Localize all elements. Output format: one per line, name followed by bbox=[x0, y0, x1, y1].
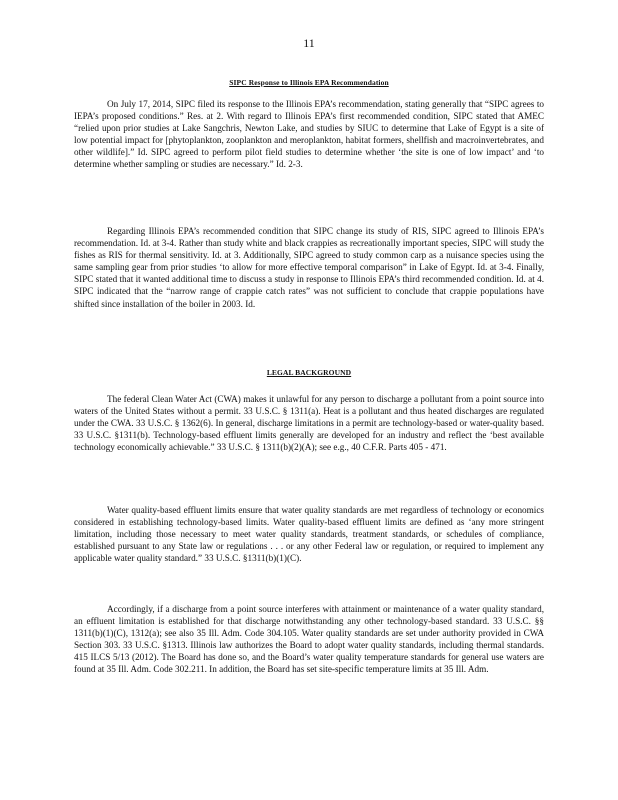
paragraph-4-text: Water quality-based effluent limits ensure that water quality standards are met regardless of technology or economics considered in establishing technology-based limits. Water quality-based effluent limits are defined as ‘any more stringent limitation, including those necessary to meet water quality standards, treatment standards, or schedules of compliance, established pursuant to any State law or regulations . . . or any other Federal law or regulation, or required to implement any applicable water quality standard.” 33 U.S.C. §1311(b)(1)(C). bbox=[74, 505, 544, 564]
section-heading-1-text: SIPC Response to Illinois EPA Recommendation bbox=[229, 78, 389, 87]
section-heading-2-text: LEGAL BACKGROUND bbox=[266, 368, 352, 377]
section-heading-sipc-response bbox=[0, 78, 618, 87]
paragraph-2 bbox=[74, 225, 544, 310]
paragraph-2-text: Regarding Illinois EPA’s recommended condition that SIPC change its study of RIS, SIPC agreed to Illinois EPA’s recommendation. Id. at 3-4. Rather than study white and black crappies as recreationally important species, SIPC will study the fishes as RIS for thermal sensitivity. Id. at 3. Additionally, SIPC agreed to study common carp as a nuisance species using the same sampling gear from prior studies ‘to allow for more effective temporal comparison” in Lake of Egypt. Id. at 3-4. Finally, SIPC stated that it wanted additional time to discuss a study in response to Illinois EPA’s third recommended condition. Id. at 4. SIPC indicated that the “narrow range of crappie catch rates” was not sufficient to conclude that crappie populations have shifted since installation of the boiler in 2003. Id. bbox=[74, 226, 544, 309]
section-heading-legal-background bbox=[0, 368, 618, 377]
paragraph-3 bbox=[74, 393, 544, 453]
paragraph-4 bbox=[74, 504, 544, 564]
page-number: 11 bbox=[303, 36, 315, 50]
paragraph-5-text: Accordingly, if a discharge from a point source interferes with attainment or maintenance of a water quality standard, an effluent limitation is established for that discharge notwithstanding any other technology-based standard. 33 U.S.C. §§ 1311(b)(1)(C), 1312(a); see also 35 Ill. Adm. Code 304.105. Water quality standards are set under authority provided in CWA Section 303. 33 U.S.C. §1313. Illinois law authorizes the Board to adopt water quality standards, including thermal standards. 415 ILCS 5/13 (2012). The Board has done so, and the Board’s water quality temperature standards for general use waters are found at 35 Ill. Adm. Code 302.211. In addition, the Board has set site-specific temperature limits at 35 Ill. Adm. bbox=[74, 604, 544, 675]
paragraph-1-text: On July 17, 2014, SIPC filed its response to the Illinois EPA’s recommendation, stating generally that “SIPC agrees to IEPA’s proposed conditions.” Res. at 2. With regard to Illinois EPA’s first recommended condition, SIPC stated that AMEC “relied upon prior studies at Lake Sangchris, Newton Lake, and studies by SIUC to determine that Lake of Egypt is a site of low potential impact for [phytoplankton, zooplankton and meroplankton, habitat formers, shellfish and macroinvertebrates, and other wildlife].” Id. SIPC agreed to perform pilot field studies to determine whether ‘the site is one of low impact’ and ‘to determine whether sampling or studies are necessary.” Id. 2-3. bbox=[74, 99, 544, 170]
paragraph-5 bbox=[74, 603, 544, 676]
paragraph-1 bbox=[74, 98, 544, 171]
paragraph-3-text: The federal Clean Water Act (CWA) makes it unlawful for any person to discharge a pollutant from a point source into waters of the United States without a permit. 33 U.S.C. § 1311(a). Heat is a pollutant and thus heated discharges are regulated under the CWA. 33 U.S.C. § 1362(6). In general, discharge limitations in a permit are technology-based or water-quality based. 33 U.S.C. §1311(b). Technology-based effluent limits generally are developed for an industry and reflect the ‘best available technology economically achievable.” 33 U.S.C. § 1311(b)(2)(A); see e.g., 40 C.F.R. Parts 405 - 471. bbox=[74, 394, 544, 453]
